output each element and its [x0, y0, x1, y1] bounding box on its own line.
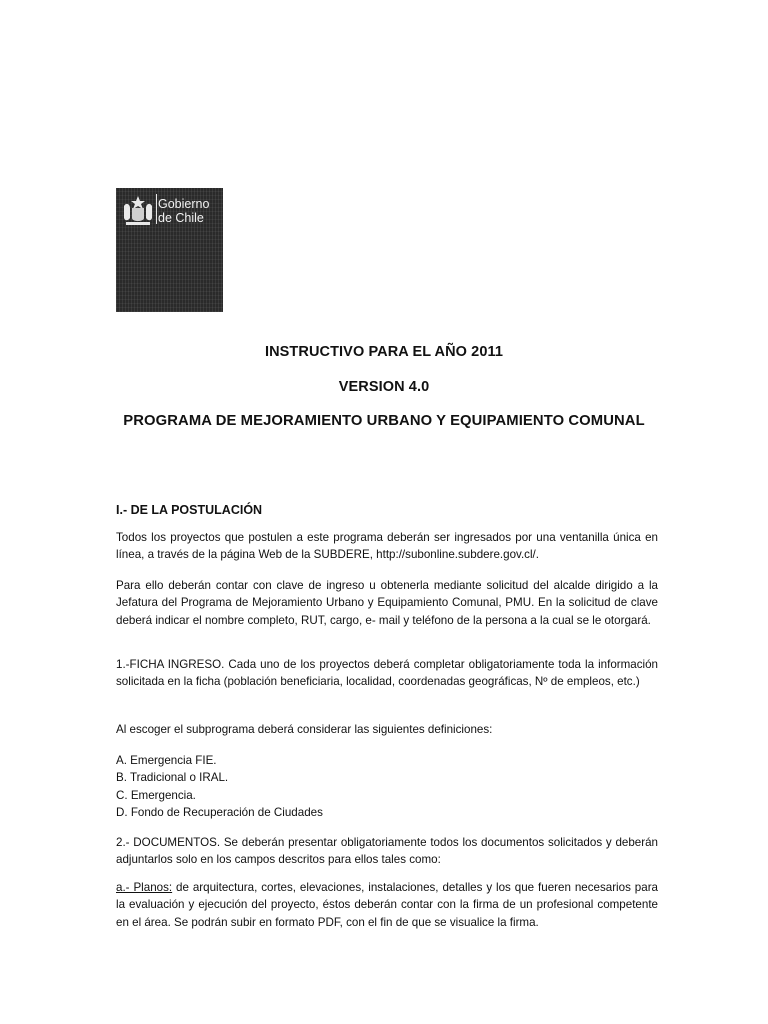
list-item: B. Tradicional o IRAL. — [116, 771, 229, 785]
list-item: A. Emergencia FIE. — [116, 754, 217, 767]
list-item: C. Emergencia. — [116, 788, 196, 802]
coat-of-arms-icon — [120, 194, 156, 228]
logo-divider — [156, 194, 157, 224]
document-version: VERSION 4.0 — [338, 379, 430, 395]
gobierno-de-chile-logo — [116, 188, 223, 312]
document-title: INSTRUCTIVO PARA EL AÑO 2011 — [264, 344, 504, 360]
section-heading: I.- DE LA POSTULACIÓN — [116, 503, 263, 517]
list-item: D. Fondo de Recuperación de Ciudades — [116, 806, 323, 820]
paragraph-subprogram-intro: Al escoger el subprograma deberá considerar las siguientes definiciones: — [116, 723, 493, 736]
subprogram-definitions-list — [116, 752, 323, 822]
paragraph-entry-form: 1.-FICHA INGRESO. Cada uno de los proyectos deberá completar obligatoriamente toda la información solicitada en la ficha (población beneficiaria, localidad, coordenadas geográficas, Nº de empleos, etc.) — [116, 658, 658, 689]
logo-line-1: Gobierno — [158, 197, 210, 211]
plans-label: a.- Planos: — [116, 881, 173, 894]
paragraph-access-key: Para ello deberán contar con clave de ingreso u obtenerla mediante solicitud del alcalde dirigido a la Jefatura del Programa de Mejoramiento Urbano y Equipamiento Comunal, PMU. En la solicitud de clave deberá indicar el nombre completo, RUT, cargo, e- mail y teléfono de la persona a la cual se le otorgará. — [116, 579, 658, 627]
logo-line-2: de Chile — [158, 211, 204, 225]
plans-text: de arquitectura, cortes, elevaciones, instalaciones, detalles y los que fueren necesarios para la evaluación y ejecución del proyecto, éstos deberán contar con la firma de un profesional competente en el área. Se podrán subir en formato PDF, con el fin de que se visualice la firma. — [116, 881, 658, 929]
logo-wordmark — [158, 197, 209, 225]
program-title: PROGRAMA DE MEJORAMIENTO URBANO Y EQUIPAMIENTO COMUNAL — [123, 413, 645, 429]
paragraph-documents: 2.- DOCUMENTOS. Se deberán presentar obligatoriamente todos los documentos solicitados y deberán adjuntarlos solo en los campos descritos para ellos tales como: — [116, 836, 658, 867]
paragraph-application-channel: Todos los proyectos que postulen a este programa deberán ser ingresados por una ventanilla única en línea, a través de la página Web de la SUBDERE, http://subonline.subdere.gov.cl/. — [116, 531, 658, 562]
paragraph-plans — [116, 879, 658, 931]
